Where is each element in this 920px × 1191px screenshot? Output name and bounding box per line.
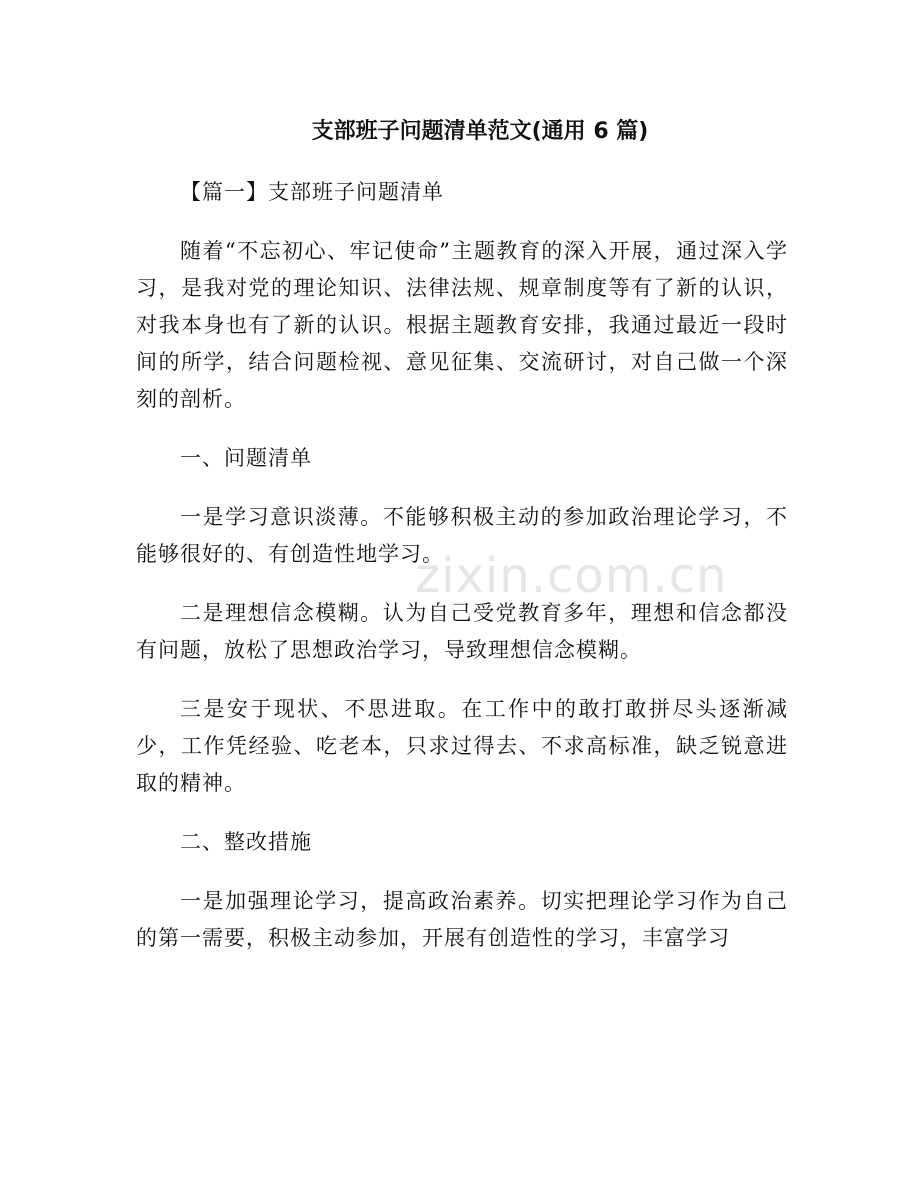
section-heading-problem-list: 一、问题清单 xyxy=(180,446,312,470)
problem-item-2: 二是理想信念模糊。认为自己受党教育多年，理想和信念都没有问题，放松了思想政治学习，导致理想信念模糊。 xyxy=(136,601,788,662)
section-heading-part-one: 【篇一】支部班子问题清单 xyxy=(180,180,444,204)
document-body xyxy=(136,174,788,979)
section-heading-measures: 二、整改措施 xyxy=(180,830,312,854)
measure-item-1: 一是加强理论学习，提高政治素养。切实把理论学习作为自己的第一需要，积极主动参加，开展有创造性的学习，丰富学习 xyxy=(136,889,788,950)
problem-item-1: 一是学习意识淡薄。不能够积极主动的参加政治理论学习，不能够很好的、有创造性地学习。 xyxy=(136,505,788,566)
watermark: zixin.com.cn xyxy=(415,548,728,604)
intro-paragraph: 随着“不忘初心、牢记使命”主题教育的深入开展，通过深入学习，是我对党的理论知识、法律法规、规章制度等有了新的认识，对我本身也有了新的认识。根据主题教育安排，我通过最近一段时间的所学，结合问题检视、意见征集、交流研讨，对自己做一个深刻的剖析。 xyxy=(136,239,788,411)
problem-item-3: 三是安于现状、不思进取。在工作中的敢打敢拼尽头逐渐减少，工作凭经验、吃老本，只求过得去、不求高标准，缺乏锐意进取的精神。 xyxy=(136,697,788,795)
document-title: 支部班子问题清单范文(通用 6 篇) xyxy=(311,119,649,144)
